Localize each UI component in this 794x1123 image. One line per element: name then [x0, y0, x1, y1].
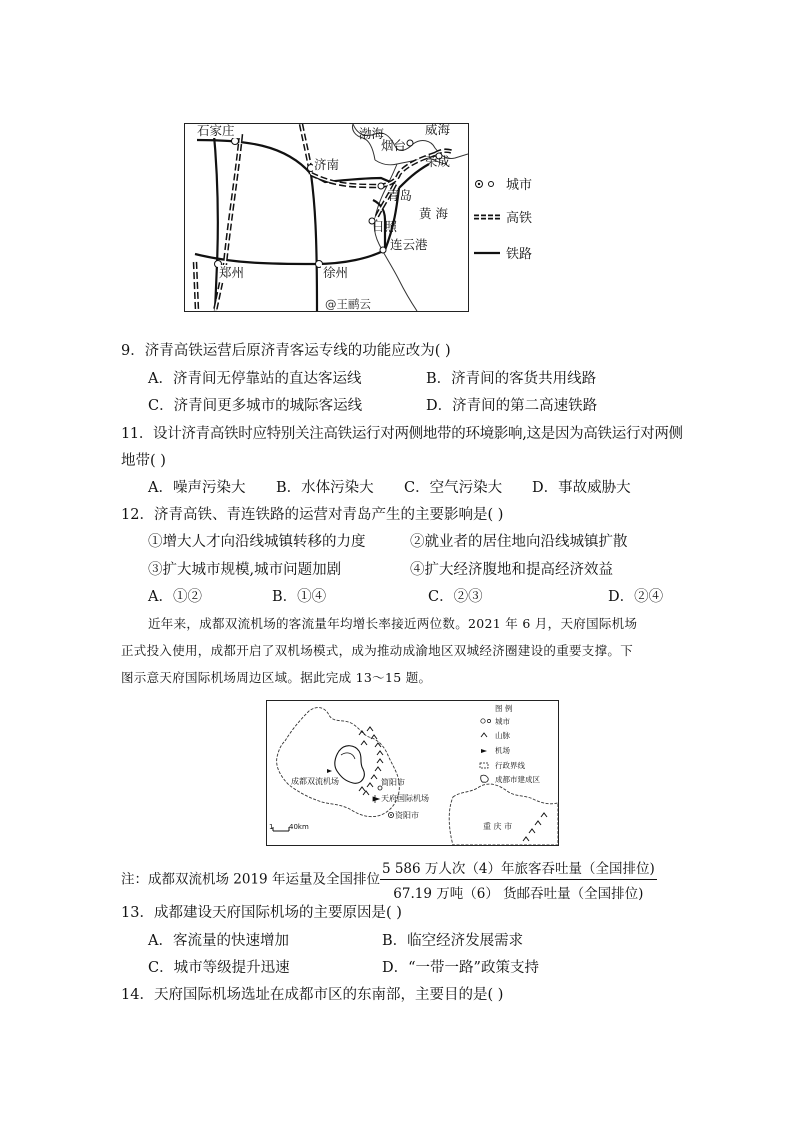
legend2-mountain: 山脉: [495, 731, 510, 740]
q11-stem-line2: 地带( ): [121, 453, 166, 469]
q11-option-b[interactable]: B．水体污染大: [276, 480, 374, 496]
q13-stem: 13．成都建设天府国际机场的主要原因是( ): [121, 905, 402, 921]
intro-line-2: 正式投入使用，成都开启了双机场模式，成为推动成渝地区双城经济圈建设的重要支撑。下: [121, 643, 634, 658]
label-qingdao: 青岛: [387, 188, 413, 203]
label-rongcheng: 荣成: [425, 154, 451, 169]
q12-statement-1: ①增大人才向沿线城镇转移的力度: [148, 534, 366, 550]
q13-option-d[interactable]: D．“一带一路”政策支持: [382, 960, 539, 976]
scale-label: 40km: [289, 823, 309, 831]
q12-statement-4: ④扩大经济腹地和提高经济效益: [410, 562, 613, 578]
legend2-built: 成都市建成区: [495, 775, 540, 784]
city-marker-qingdao: [378, 183, 384, 189]
legend2-airport: 机场: [495, 746, 510, 755]
legend-city-label: 城市: [506, 178, 533, 193]
note-prefix: 注：成都双流机场 2019 年运量及全国排位: [121, 871, 380, 888]
q12-option-d[interactable]: D．②④: [608, 589, 664, 605]
tianfu-airport-icon: [373, 795, 379, 803]
q12-option-a[interactable]: A．①②: [148, 589, 202, 605]
airport-map-drawing: [267, 701, 558, 845]
airport-map: [266, 700, 559, 846]
q9-option-b[interactable]: B．济青间的客货共用线路: [426, 371, 597, 387]
label-weihai: 威海: [425, 124, 451, 137]
intro-line-3: 图示意天府国际机场周边区域。据此完成 13～15 题。: [121, 670, 432, 685]
q9-option-d[interactable]: D．济青间的第二高速铁路: [426, 398, 598, 414]
legend-airport-icon: [481, 749, 487, 753]
q13-option-b[interactable]: B．临空经济发展需求: [382, 933, 524, 949]
legend-city-icon: [481, 719, 485, 723]
intro-line-1: 近年来，成都双流机场的客流量年均增长率接近两位数。2021 年 6 月，天府国际机场: [148, 616, 638, 631]
rail-map-drawing: [185, 124, 468, 311]
q11-stem-line1: 11．设计济青高铁时应特别关注高铁运行对两侧地带的环境影响,这是因为高铁运行对两侧: [121, 426, 683, 442]
legend2-city: 城市: [495, 717, 510, 726]
note-denominator: 67.19 万吨（6） 货邮吞吐量（全国排位): [393, 886, 644, 902]
label-huanghai: 黄 海: [419, 206, 448, 221]
legend-built-icon: [481, 775, 488, 782]
q12-option-b[interactable]: B．①④: [272, 589, 327, 605]
shuangliu-airport-icon: [327, 769, 332, 773]
label-chongqing: 重 庆 市: [483, 822, 513, 831]
rail-map: [184, 123, 469, 312]
q9-option-a[interactable]: A．济青间无停靠站的直达客运线: [148, 371, 362, 387]
rail-map-legend: [470, 170, 550, 270]
city-marker-yantai: [407, 140, 413, 146]
legend-mountain-icon: [481, 733, 487, 737]
label-jinan: 济南: [314, 157, 340, 172]
q9-stem: 9．济青高铁运营后原济青客运专线的功能应改为( ): [121, 343, 451, 359]
legend-title: 图 例: [495, 704, 513, 713]
label-shijiazhuang: 石家庄: [197, 124, 235, 138]
legend-symbols: [470, 170, 550, 270]
city-marker-shijiazhuang: [232, 138, 239, 145]
legend2-boundary: 行政界线: [495, 761, 525, 770]
note: [121, 857, 657, 902]
q12-statement-3: ③扩大城市规模,城市问题加剧: [148, 562, 342, 578]
scale-zero: 1: [269, 823, 274, 831]
q13-option-a[interactable]: A．客流量的快速增加: [148, 933, 289, 949]
map-watermark: @王鹂云: [325, 297, 371, 311]
q12-option-c[interactable]: C．②③: [428, 589, 483, 605]
q11-option-d[interactable]: D．事故威胁大: [532, 480, 631, 496]
label-lianyungang: 连云港: [390, 237, 428, 252]
label-jianyang: 简阳市: [381, 778, 405, 787]
note-fraction: [380, 857, 657, 902]
label-yantai: 烟台: [381, 138, 407, 153]
q12-statement-2: ②就业者的居住地向沿线城镇扩散: [410, 534, 628, 550]
q9-option-c[interactable]: C．济青间更多城市的城际客运线: [148, 398, 363, 414]
q11-option-c[interactable]: C．空气污染大: [404, 480, 503, 496]
q12-stem: 12．济青高铁、青连铁路的运营对青岛产生的主要影响是( ): [121, 507, 504, 523]
label-zhengzhou: 郑州: [219, 265, 245, 280]
note-numerator: 5 586 万人次（4）年旅客吞吐量（全国排位): [380, 857, 657, 880]
label-ziyang: 资阳市: [395, 811, 419, 820]
label-tianfu: 天府国际机场: [381, 794, 429, 803]
label-xuzhou: 徐州: [323, 265, 349, 280]
label-rizhao: 日照: [372, 219, 398, 234]
label-bohai: 渤海: [359, 126, 385, 141]
q13-option-c[interactable]: C．城市等级提升迅速: [148, 960, 290, 976]
legend-boundary-icon: [480, 763, 488, 768]
q14-stem: 14．天府国际机场选址在成都市区的东南部，主要目的是( ): [121, 987, 504, 1003]
city-marker-lianyungang: [380, 247, 386, 253]
q11-option-a[interactable]: A．噪声污染大: [148, 480, 246, 496]
legend-hsr-label: 高铁: [506, 211, 533, 226]
legend-rail-label: 铁路: [506, 247, 533, 262]
label-shuangliu: 成都双流机场: [291, 777, 339, 786]
